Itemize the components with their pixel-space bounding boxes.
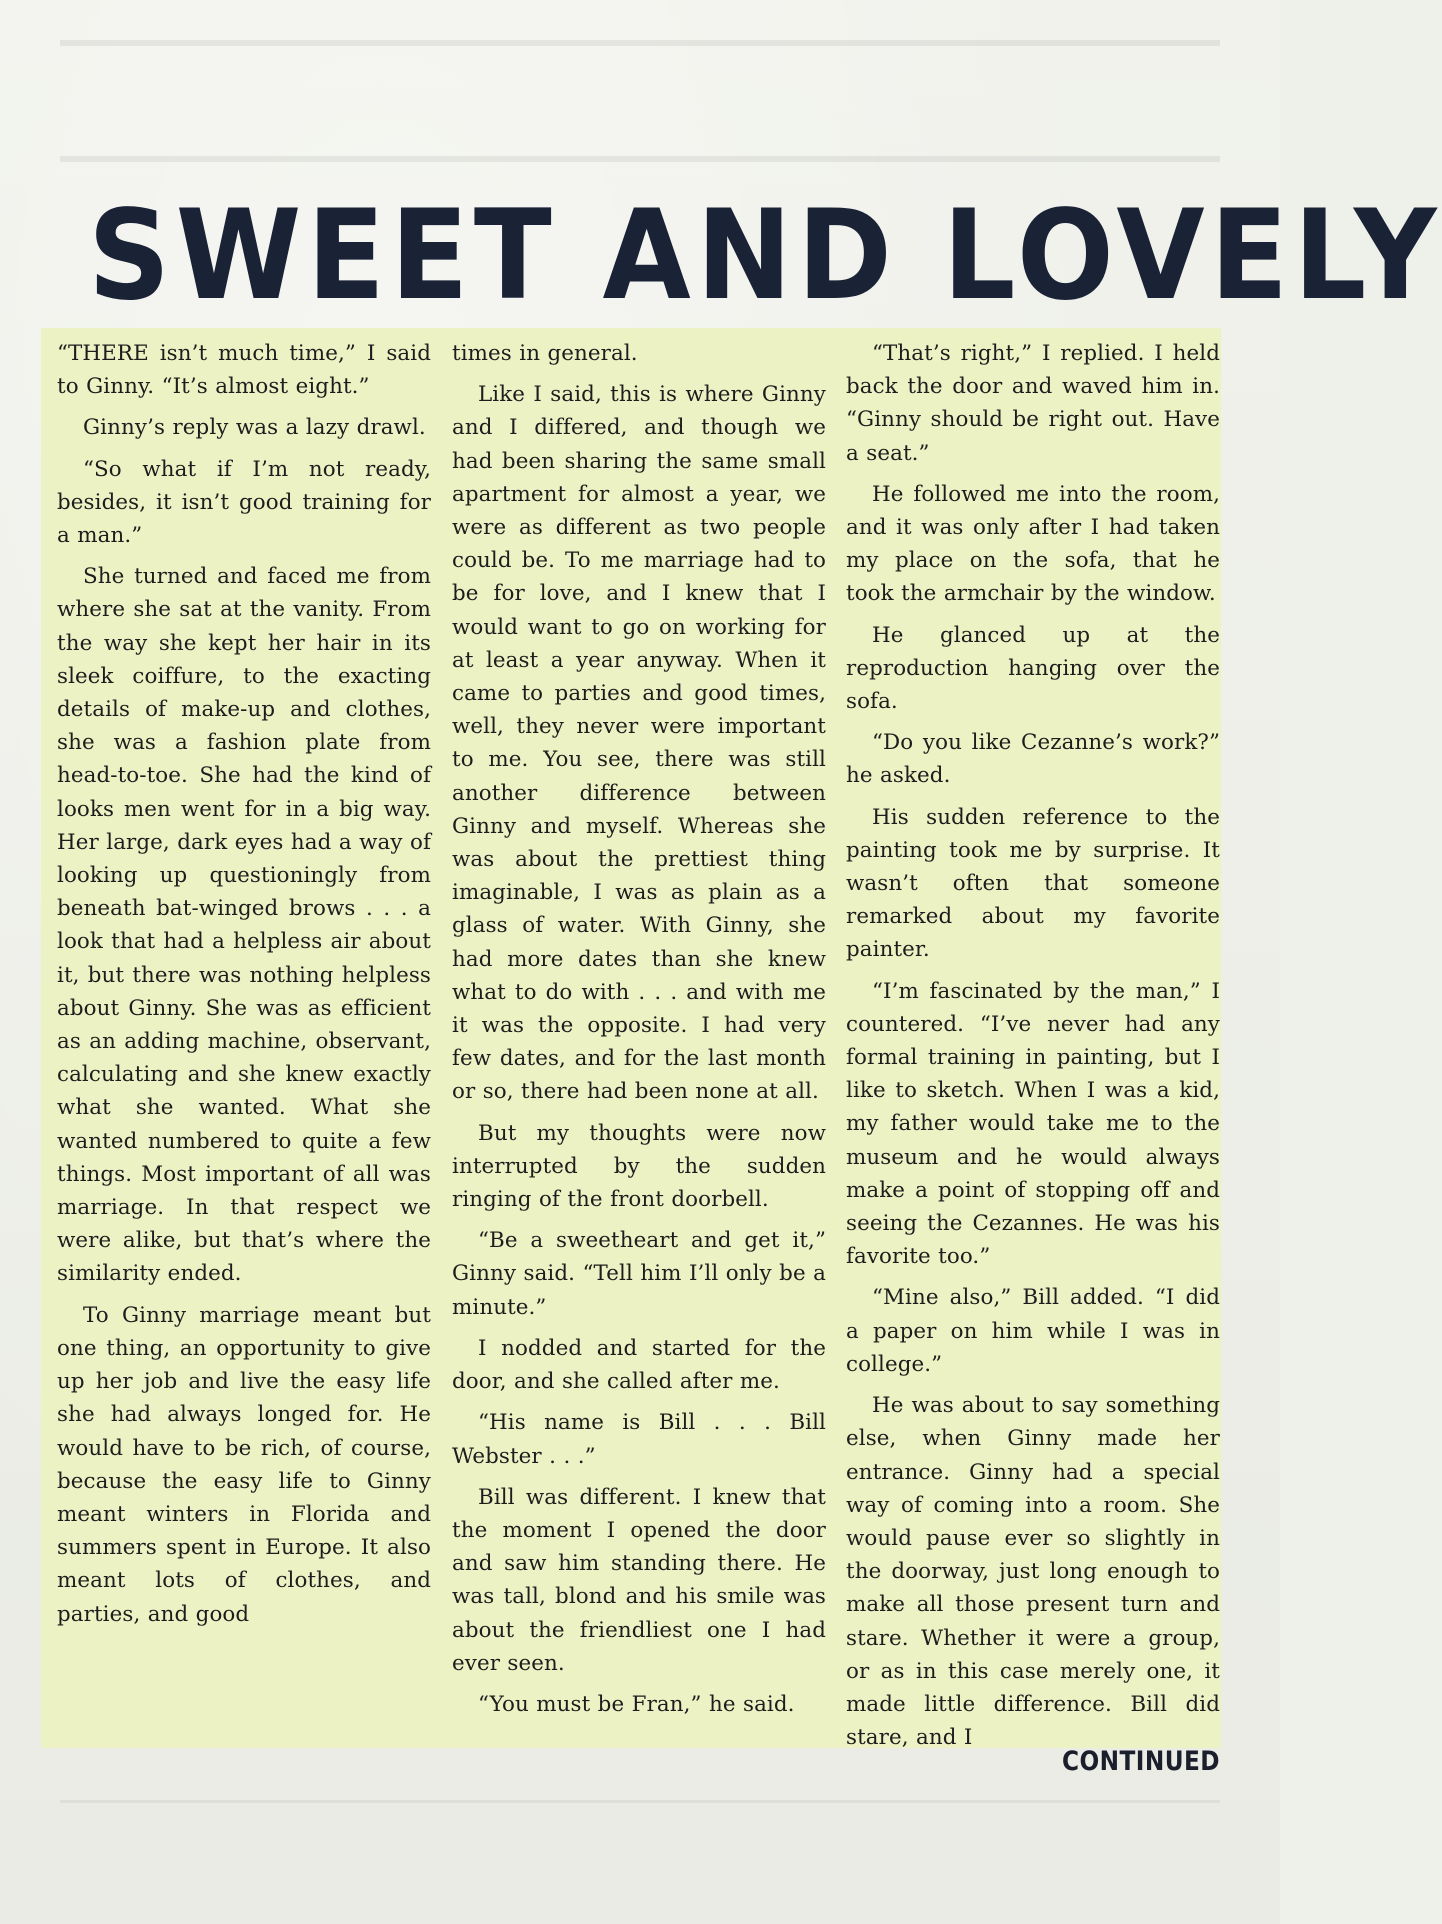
paragraph: Ginny’s reply was a lazy drawl. — [83, 415, 426, 441]
paragraph: He followed me into the room, and it was only after I had taken my place on the sofa, that he took the armchair by the window. — [846, 481, 1220, 607]
paragraph: His sudden reference to the painting took me by surprise. It wasn’t often that someone remarked about my favorite painter. — [846, 804, 1220, 963]
paragraph: “Do you like Cezanne’s work?” he asked. — [846, 730, 1220, 789]
paragraph: I nodded and started for the door, and she called after me. — [452, 1335, 826, 1395]
paragraph: Like I said, this is where Ginny and I differed, and though we had been sharing the same small apartment for almost a year, we were as different as two people could be. To me marriage had to be for love, and I knew that I would want to go on working for at least a year anyway. When it came to parties and good times, well, they never were important to me. You see, there was still another difference between Ginny and myself. Whereas she was about the prettiest thing imaginable, I was as plain as a glass of water. With Ginny, she had more dates than she knew what to do with . . . and with me it was the opposite. I had very few dates, and for the last month or so, there had been none at all. — [452, 382, 826, 1105]
continued-label: CONTINUED — [1062, 1746, 1220, 1777]
paragraph: He glanced up at the reproduction hanging over the sofa. — [846, 622, 1220, 715]
paragraph: But my thoughts were now interrupted by the sudden ringing of the front doorbell. — [452, 1120, 826, 1213]
bleed-through-ghost — [60, 40, 1220, 162]
paragraph: “His name is Bill . . . Bill Webster . . .” — [452, 1410, 826, 1469]
bleed-through-footer — [60, 1800, 1220, 1843]
paragraph: “So what if I’m not ready, besides, it isn’t good training for a man.” — [57, 456, 431, 549]
story-title: SWEET AND LOVELY — [88, 184, 1442, 328]
text-column-1 — [57, 337, 431, 1747]
paragraph: “Mine also,” Bill added. “I did a paper on him while I was in college.” — [846, 1285, 1220, 1377]
paragraph: Bill was different. I knew that the moment I opened the door and saw him standing there. He was tall, blond and his smile was about the friendliest one I had ever seen. — [452, 1484, 826, 1676]
paragraph: “I’m fascinated by the man,” I countered. “I’ve never had any formal training in painting, but I like to sketch. When I was a kid, my father would take me to the museum and he would always make a point of stopping off and seeing the Cezannes. He was his favorite too.” — [846, 978, 1220, 1270]
text-column-2 — [452, 337, 826, 1747]
paragraph: “THERE isn’t much time,” I said to Ginny. “It’s almost eight.” — [57, 341, 431, 400]
paragraph: To Ginny marriage meant but one thing, an opportunity to give up her job and live the easy life she had always longed for. He would have to be rich, of course, because the easy life to Ginny meant winters in Florida and summers spent in Europe. It also meant lots of clothes, and parties, and good — [57, 1302, 431, 1627]
paragraph: She turned and faced me from where she sat at the vanity. From the way she kept her hair in its sleek coiffure, to the exacting details of make-up and clothes, she was a fashion plate from head-to-toe. She had the kind of looks men went for in a big way. Her large, dark eyes had a way of looking up questioningly from beneath bat-winged brows . . . a look that had a helpless air about it, but there was nothing helpless about Ginny. She was as efficient as an adding machine, observant, calculating and she knew exactly what she wanted. What she wanted numbered to quite a few things. Most important of all was marriage. In that respect we were alike, but that’s where the similarity ended. — [57, 564, 431, 1287]
text-column-3 — [846, 337, 1220, 1751]
paragraph: “You must be Fran,” he said. — [478, 1691, 795, 1717]
paragraph: times in general. — [452, 341, 638, 366]
paragraph: He was about to say something else, when Ginny made her entrance. Ginny had a special way of coming into a room. She would pause ever so slightly in the doorway, just long enough to make all those present turn and stare. Whether it were a group, or as in this case merely one, it made little difference. Bill did stare, and I — [846, 1393, 1220, 1751]
paragraph: “That’s right,” I replied. I held back the door and waved him in. “Ginny should be right out. Have a seat.” — [846, 341, 1220, 466]
paragraph: “Be a sweetheart and get it,” Ginny said. “Tell him I’ll only be a minute.” — [452, 1228, 826, 1320]
